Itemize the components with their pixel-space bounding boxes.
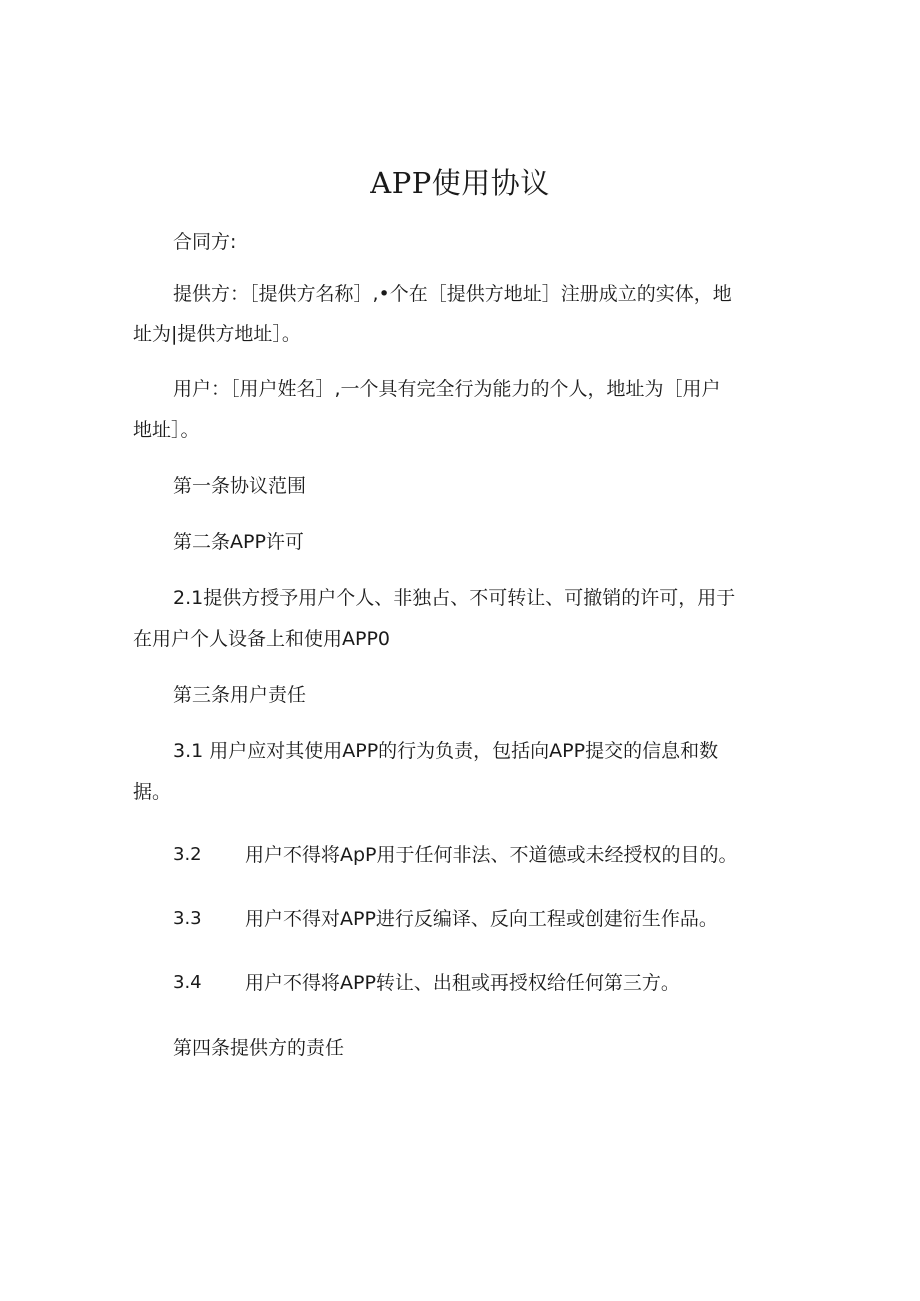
provider-line-1: 提供方：［提供方名称］,•个在［提供方地址］注册成立的实体，地 [173, 283, 732, 305]
parties-heading: 合同方: [173, 231, 237, 253]
clause-3-4-number: 3.4 [173, 972, 202, 993]
clause-3-1-line-1: 3.1 用户应对其使用APP的行为负责，包括向APP提交的信息和数 [173, 740, 719, 762]
clause-2-1-line-1: 2.1提供方授予用户个人、非独占、不可转让、可撤销的许可，用于 [173, 587, 736, 609]
clause-3-3-number: 3.3 [173, 908, 202, 929]
clause-3-2-text: 用户不得将ApP用于任何非法、不道德或未经授权的目的。 [245, 844, 738, 866]
clause-2-1-line-2: 在用户个人设备上和使用APP0 [133, 628, 391, 650]
clause-3-3-text: 用户不得对APP进行反编译、反向工程或创建衍生作品。 [245, 908, 718, 930]
user-line-2: 地址］。 [133, 419, 200, 441]
clause-3-1-line-2: 据。 [133, 781, 172, 803]
article-1-heading: 第一条协议范围 [173, 475, 307, 497]
clause-3-2-number: 3.2 [173, 844, 202, 865]
clause-3-4-text: 用户不得将APP转让、出租或再授权给任何第三方。 [245, 972, 680, 994]
article-4-heading: 第四条提供方的责任 [173, 1037, 345, 1059]
user-line-1: 用户：［用户姓名］,一个具有完全行为能力的个人，地址为［用户 [173, 378, 721, 400]
document-title: APP使用协议 [370, 166, 550, 200]
article-2-heading: 第二条APP许可 [173, 531, 304, 553]
article-3-heading: 第三条用户责任 [173, 684, 307, 706]
provider-line-2: 址为|提供方地址］。 [133, 323, 301, 345]
